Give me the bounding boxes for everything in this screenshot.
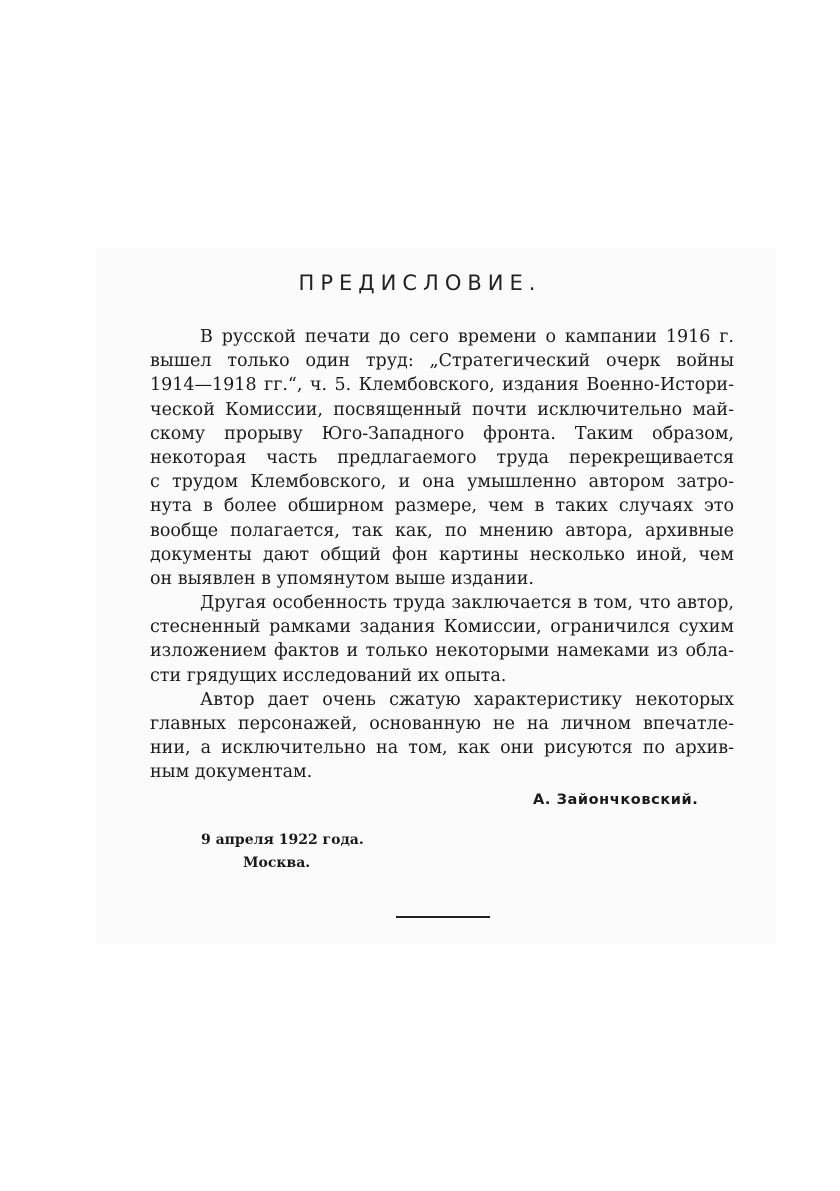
text-line: изложением фактов и только некоторыми намеками из обла- bbox=[150, 641, 734, 662]
text-line: некоторая часть предлагаемого труда перекрещивается bbox=[150, 447, 734, 468]
text-line: Автор дает очень сжатую характеристику некоторых bbox=[200, 689, 734, 710]
text-line: документы дают общий фон картины несколько иной, чем bbox=[150, 544, 734, 565]
text-line: ным документам. bbox=[150, 762, 313, 783]
text-line: В русской печати до сего времени о кампании 1916 г. bbox=[200, 327, 734, 347]
preface-body bbox=[150, 325, 734, 785]
text-line: нии, а исключительно на том, как они рисуются по архив- bbox=[150, 738, 734, 759]
text-line: вообще полагается, так как, по мнению автора, архивные bbox=[150, 520, 734, 541]
text-line: стесненный рамками задания Комиссии, ограничился сухим bbox=[150, 617, 734, 638]
text-line: вышел только один труд: „Стратегический очерк войны bbox=[150, 351, 734, 372]
text-line: нута в более обширном размере, чем в таких случаях это bbox=[150, 496, 734, 517]
text-line: Другая особенность труда заключается в том, что автор, bbox=[200, 593, 734, 614]
page-title: ПРЕДИСЛОВИЕ. bbox=[298, 271, 542, 295]
author-signature: А. Зайончковский. bbox=[533, 792, 699, 808]
text-line: ческой Комиссии, посвященный почти исключительно май- bbox=[150, 399, 734, 420]
text-line: с трудом Клембовского, и она умышленно автором затро- bbox=[150, 472, 734, 493]
place-line: Москва. bbox=[243, 855, 311, 871]
date-line: 9 апреля 1922 года. bbox=[201, 832, 364, 848]
text-line: главных персонажей, основанную не на личном впечатле- bbox=[150, 714, 734, 734]
text-line: 1914—1918 гг.“, ч. 5. Клембовского, издания Военно-Истори- bbox=[150, 375, 734, 396]
text-line: сти грядущих исследований их опыта. bbox=[150, 665, 507, 686]
text-line: он выявлен в упомянутом выше издании. bbox=[150, 568, 534, 589]
divider-rule bbox=[396, 916, 490, 918]
text-line: скому прорыву Юго-Западного фронта. Таким образом, bbox=[150, 423, 734, 444]
